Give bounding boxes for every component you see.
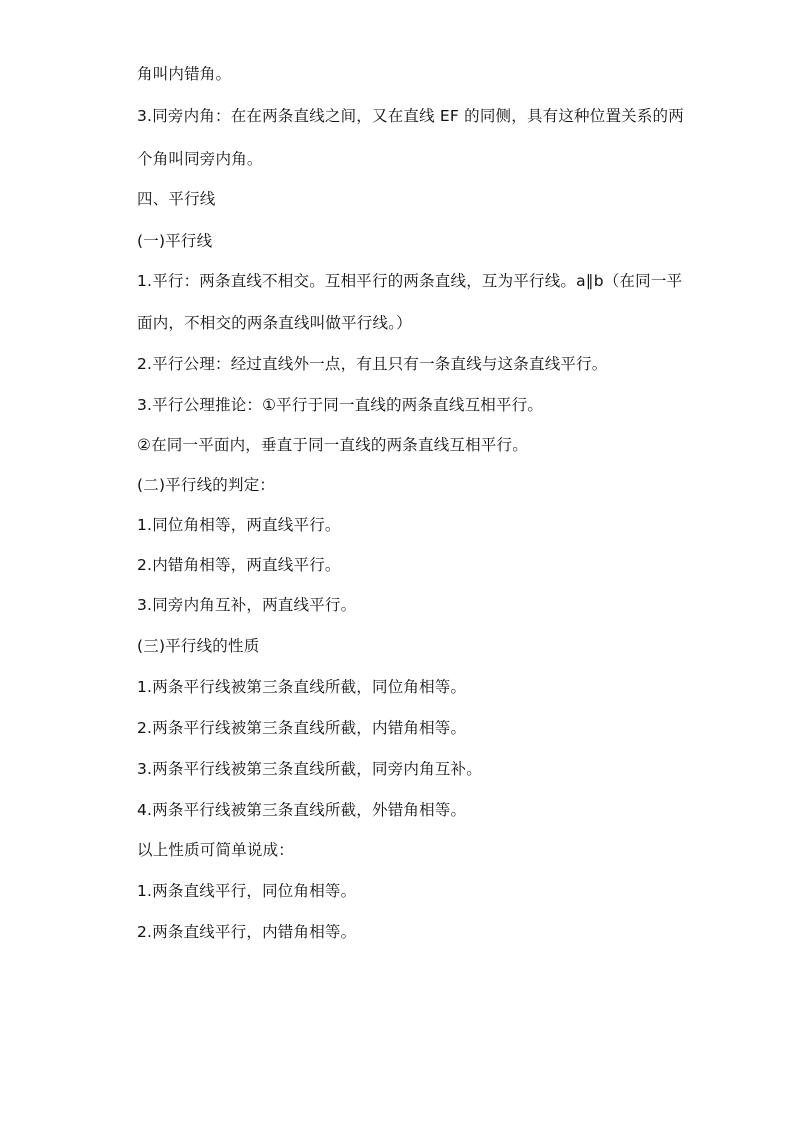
text-line-9: 3.平行公理推论：①平行于同一直线的两条直线互相平行。 bbox=[137, 396, 544, 414]
subsection-heading-1: (一)平行线 bbox=[137, 232, 213, 250]
text-line-19: 4.两条平行线被第三条直线所截，外错角相等。 bbox=[137, 801, 467, 819]
text-line-2: 3.同旁内角：在在两条直线之间，又在直线 EF 的同侧，具有这种位置关系的两 bbox=[137, 107, 684, 125]
text-line-8: 2.平行公理：经过直线外一点，有且只有一条直线与这条直线平行。 bbox=[137, 355, 608, 373]
text-line-1: 角叫内错角。 bbox=[137, 65, 232, 83]
text-line-13: 2.内错角相等，两直线平行。 bbox=[137, 556, 341, 574]
text-line-18: 3.两条平行线被第三条直线所截，同旁内角互补。 bbox=[137, 760, 482, 778]
text-line-22: 2.两条直线平行，内错角相等。 bbox=[137, 923, 357, 941]
text-line-12: 1.同位角相等，两直线平行。 bbox=[137, 516, 341, 534]
text-line-17: 2.两条平行线被第三条直线所截，内错角相等。 bbox=[137, 719, 467, 737]
section-heading-parallel-lines: 四、平行线 bbox=[137, 190, 216, 208]
text-line-7: 面内，不相交的两条直线叫做平行线。） bbox=[137, 314, 412, 332]
text-line-16: 1.两条平行线被第三条直线所截，同位角相等。 bbox=[137, 678, 467, 696]
subsection-heading-3: (三)平行线的性质 bbox=[137, 637, 260, 655]
text-line-6: 1.平行：两条直线不相交。互相平行的两条直线，互为平行线。a∥b（在同一平 bbox=[137, 272, 683, 290]
text-line-10: ②在同一平面内，垂直于同一直线的两条直线互相平行。 bbox=[137, 436, 528, 454]
text-line-3: 个角叫同旁内角。 bbox=[137, 150, 263, 168]
subsection-heading-2: (二)平行线的判定： bbox=[137, 476, 276, 494]
text-line-20: 以上性质可简单说成： bbox=[137, 841, 295, 859]
text-line-21: 1.两条直线平行，同位角相等。 bbox=[137, 882, 357, 900]
text-line-14: 3.同旁内角互补，两直线平行。 bbox=[137, 596, 357, 614]
